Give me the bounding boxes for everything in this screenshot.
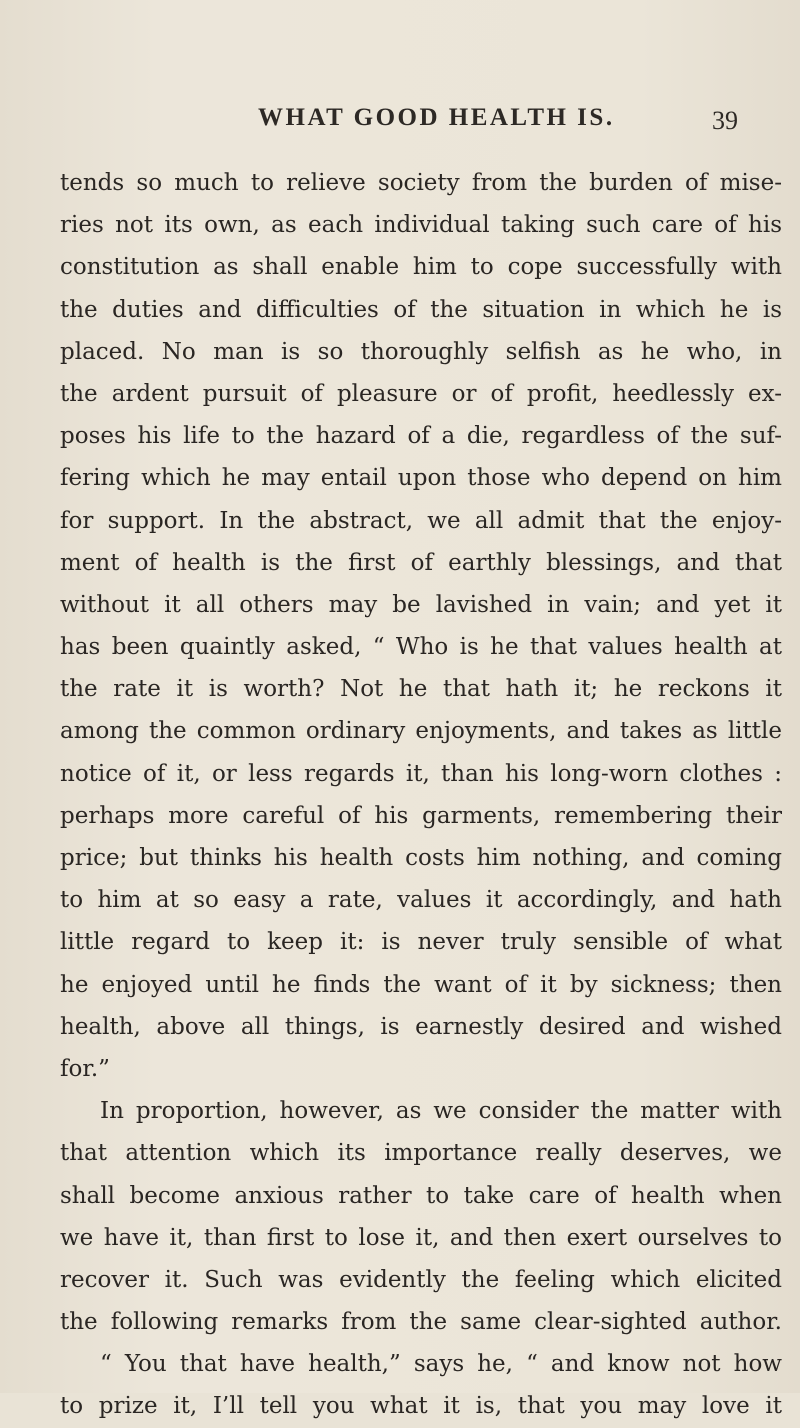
paragraph-start: “ You that have health,” says he, “ and know not how — [100, 1351, 782, 1378]
text-line: the rate it is worth? Not he that hath it; he reckons it — [60, 676, 782, 703]
text-line: ries not its own, as each individual taking such care of his — [60, 212, 782, 239]
text-line: has been quaintly asked, “ Who is he that values health at — [60, 634, 782, 661]
running-title: WHAT GOOD HEALTH IS. — [258, 104, 615, 131]
text-line: price; but thinks his health costs him nothing, and coming — [60, 845, 782, 871]
text-line: tends so much to relieve society from the burden of mise- — [60, 170, 782, 196]
text-line: to him at so easy a rate, values it accordingly, and hath — [60, 887, 782, 914]
text-line: notice of it, or less regards it, than his long-worn clothes : — [60, 760, 782, 787]
text-line: perhaps more careful of his garments, remembering their — [60, 802, 782, 829]
text-line: for support. In the abstract, we all admit that the enjoy- — [60, 507, 782, 534]
text-line: fering which he may entail upon those who depend on him — [60, 465, 782, 492]
text-line: to prize it, I’ll tell you what it is, that you may love it — [60, 1393, 782, 1420]
text-line: we have it, than first to lose it, and then exert ourselves to — [60, 1224, 782, 1251]
paragraph-start: In proportion, however, as we consider the matter with — [100, 1098, 782, 1125]
text-line: the ardent pursuit of pleasure or of profit, heedlessly ex- — [60, 380, 782, 407]
text-line: shall become anxious rather to take care of health when — [60, 1182, 782, 1209]
text-line: he enjoyed until he finds the want of it by sickness; then — [60, 971, 782, 998]
text-line: for.” — [60, 1055, 110, 1082]
text-line: recover it. Such was evidently the feeling which elicited — [60, 1266, 782, 1293]
text-line: poses his life to the hazard of a die, regardless of the suf- — [60, 423, 782, 450]
text-line: the following remarks from the same clear-sighted author. — [60, 1309, 782, 1336]
text-line: without it all others may be lavished in vain; and yet it — [60, 591, 782, 618]
text-line: among the common ordinary enjoyments, and takes as little — [60, 718, 782, 745]
text-line: that attention which its importance really deserves, we — [60, 1140, 782, 1167]
text-line: placed. No man is so thoroughly selfish as he who, in — [60, 338, 782, 365]
text-line: health, above all things, is earnestly desired and wished — [60, 1013, 782, 1040]
body-text — [60, 162, 782, 1428]
text-line: ment of health is the first of earthly blessings, and that — [60, 549, 782, 576]
page-number: 39 — [712, 106, 738, 135]
text-line: the duties and difficulties of the situation in which he is — [60, 296, 782, 323]
running-head — [0, 104, 800, 144]
text-line: little regard to keep it: is never truly sensible of what — [60, 929, 782, 956]
text-line: constitution as shall enable him to cope successfully with — [60, 254, 782, 281]
